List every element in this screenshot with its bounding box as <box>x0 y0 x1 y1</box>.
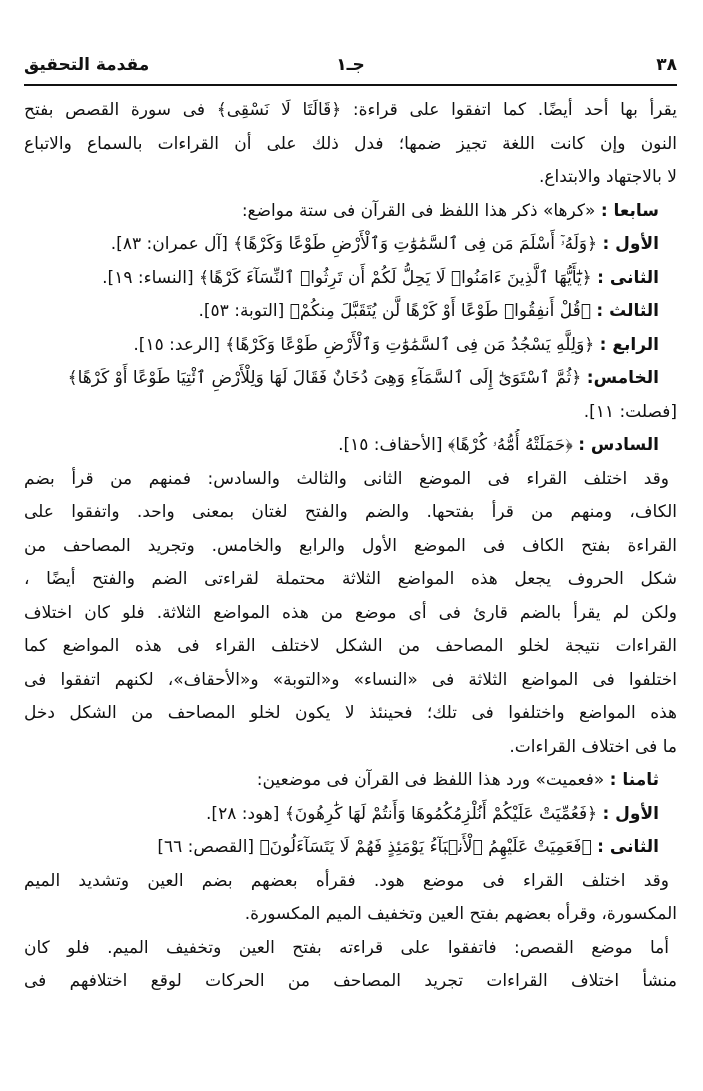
text-line <box>24 764 677 798</box>
text-line <box>24 161 677 195</box>
verse-line <box>24 396 677 430</box>
line-text: المكسورة، وقرأه بعضهم بفتح العين وتخفيف الميم المكسورة. <box>244 904 677 924</box>
volume-label: جـ١ <box>336 55 365 75</box>
header-rule <box>24 84 677 86</box>
line-text: ﴿حَمَلَتْهُ أُمُّهُۥ كُرْهًا﴾ [الأحقاف: ١٥]. <box>338 435 573 455</box>
item-label: الأول : <box>602 803 659 824</box>
line-text: الكاف، ومنهم من قرأ بفتحها. والضم والفتح لغتان بمعنى واحد. واتفقوا على <box>24 502 677 522</box>
line-text: [فصلت: ١١]. <box>583 401 677 422</box>
line-text: هذه المواضع واختلفوا فى تلك؛ فحينئذ لا يكون لخلو المصاحف من الشكل دخل <box>24 703 677 723</box>
line-text: يقرأ بها أحد أيضًا. كما اتفقوا على قراءة: ﴿قَالَتَا لَا نَسْقِى﴾ فى سورة القصص بفتح <box>24 100 677 120</box>
text-line <box>24 195 677 229</box>
page-number: ٣٨ <box>656 55 677 75</box>
text-line <box>24 664 677 698</box>
line-text: ﴿وَلَهُۥٓ أَسْلَمَ مَن فِى ٱلسَّمَٰوَٰتِ وَٱلْأَرْضِ طَوْعًا وَكَرْهًا﴾ [آل عمران: ٨٣]. <box>110 234 598 254</box>
line-text: أما موضع القصص: فاتفقوا على قراءته بفتح العين وتخفيف الميم. فلو كان <box>24 937 669 958</box>
line-text: «فعميت» ورد هذا اللفظ فى القرآن فى موضعين: <box>256 770 605 790</box>
text-line <box>24 597 677 631</box>
line-text: ﴿وَلِلَّهِ يَسْجُدُ مَن فِى ٱلسَّمَٰوَٰتِ وَٱلْأَرْضِ طَوْعًا وَكَرْهًا﴾ [الرعد: ١٥]. <box>133 334 595 355</box>
line-text: «كرها» ذكر هذا اللفظ فى القرآن فى ستة مواضع: <box>241 200 596 221</box>
verse-line <box>24 798 677 832</box>
line-text: ﴿يَٰٓأَيُّهَا ٱلَّذِينَ ءَامَنُوا۟ لَا يَحِلُّ لَكُمْ أَن تَرِثُوا۟ ٱلنِّسَآءَ كَرْهًا﴾ [النساء: ١٩]. <box>102 267 592 288</box>
item-label: الثانى : <box>597 837 659 857</box>
verse-line <box>24 228 677 262</box>
text-line <box>24 563 677 597</box>
item-label: السادس : <box>578 435 659 455</box>
line-text: القراءات نتيجة لخلو المصاحف من الشكل لاختلف القراء فى هذه المواضع كما <box>24 636 677 656</box>
item-label: ثامنا : <box>609 770 659 790</box>
verse-line <box>24 262 677 296</box>
document-page <box>24 0 677 1091</box>
text-line <box>24 630 677 664</box>
text-line <box>24 865 677 899</box>
text-line <box>24 496 677 530</box>
line-text: ﴿فَعَمِيَتْ عَلَيْهِمُ ٱلْأَنۢبَآءُ يَوْمَئِذٍ فَهُمْ لَا يَتَسَآءَلُونَ﴾ [القصص: ٦٦] <box>157 837 592 857</box>
text-line <box>24 731 677 765</box>
section-title: مقدمة التحقيق <box>24 55 150 75</box>
line-text: منشأ اختلاف القراءات تجريد المصاحف من الحركات لوقع اختلافهم فى <box>24 971 677 991</box>
page-header <box>24 50 677 80</box>
line-text: لا بالاجتهاد والابتداع. <box>538 167 677 187</box>
line-text: شكل الحروف يجعل هذه المواضع الثلاثة محتملة لقراءتى الضم والفتح أيضًا ، <box>24 569 677 589</box>
verse-line <box>24 329 677 363</box>
item-label: سابعا : <box>600 200 659 221</box>
item-label: الأول : <box>602 234 659 254</box>
line-text: النون وإن كانت اللغة تجيز ضمها؛ فدل ذلك على أن القراءات بالسماع والاتباع <box>24 133 677 154</box>
text-line <box>24 463 677 497</box>
item-label: الثالث : <box>596 301 659 321</box>
text-line <box>24 965 677 999</box>
line-text: وقد اختلف القراء فى موضع هود. فقرأه بعضهم بضم العين وتشديد الميم <box>24 870 669 891</box>
item-label: الخامس: <box>586 368 659 388</box>
text-line <box>24 898 677 932</box>
text-line <box>24 530 677 564</box>
page-body <box>24 94 677 999</box>
line-text: ﴿ثُمَّ ٱسْتَوَىٰٓ إِلَى ٱلسَّمَآءِ وَهِىَ دُخَانٌ فَقَالَ لَهَا وَلِلْأَرْضِ ٱئْتِيَا طَوْعًا أَوْ كَرْهًا﴾ <box>67 368 582 388</box>
item-label: الثانى : <box>597 267 659 288</box>
line-text: القراءة بفتح الكاف فى الموضع الأول والرابع والخامس. وتجريد المصاحف من <box>24 535 677 556</box>
verse-line <box>24 295 677 329</box>
line-text: ما فى اختلاف القراءات. <box>509 736 677 757</box>
verse-line <box>24 831 677 865</box>
line-text: ولكن لم يقرأ بالضم قارئ فى أى موضع من هذه المواضع الثلاثة. فلو كان اختلاف <box>24 602 677 623</box>
line-text: وقد اختلف القراء فى الموضع الثانى والثالث والسادس: فمنهم من قرأ بضم <box>24 468 669 489</box>
item-label: الرابع : <box>599 334 659 355</box>
line-text: اختلفوا فى المواضع الثلاثة فى «النساء» و«التوبة» و«الأحقاف»، لكنهم اتفقوا فى <box>24 669 677 690</box>
text-line <box>24 94 677 128</box>
verse-line <box>24 362 677 396</box>
verse-line <box>24 429 677 463</box>
line-text: ﴿فَعُمِّيَتْ عَلَيْكُمْ أَنُلْزِمُكُمُوهَا وَأَنتُمْ لَهَا كَٰرِهُونَ﴾ [هود: ٢٨]. <box>206 803 598 824</box>
text-line <box>24 932 677 966</box>
line-text: ﴿قُلْ أَنفِقُوا۟ طَوْعًا أَوْ كَرْهًا لَّن يُتَقَبَّلَ مِنكُمْ﴾ [التوبة: ٥٣]. <box>198 301 591 321</box>
text-line <box>24 697 677 731</box>
text-line <box>24 128 677 162</box>
